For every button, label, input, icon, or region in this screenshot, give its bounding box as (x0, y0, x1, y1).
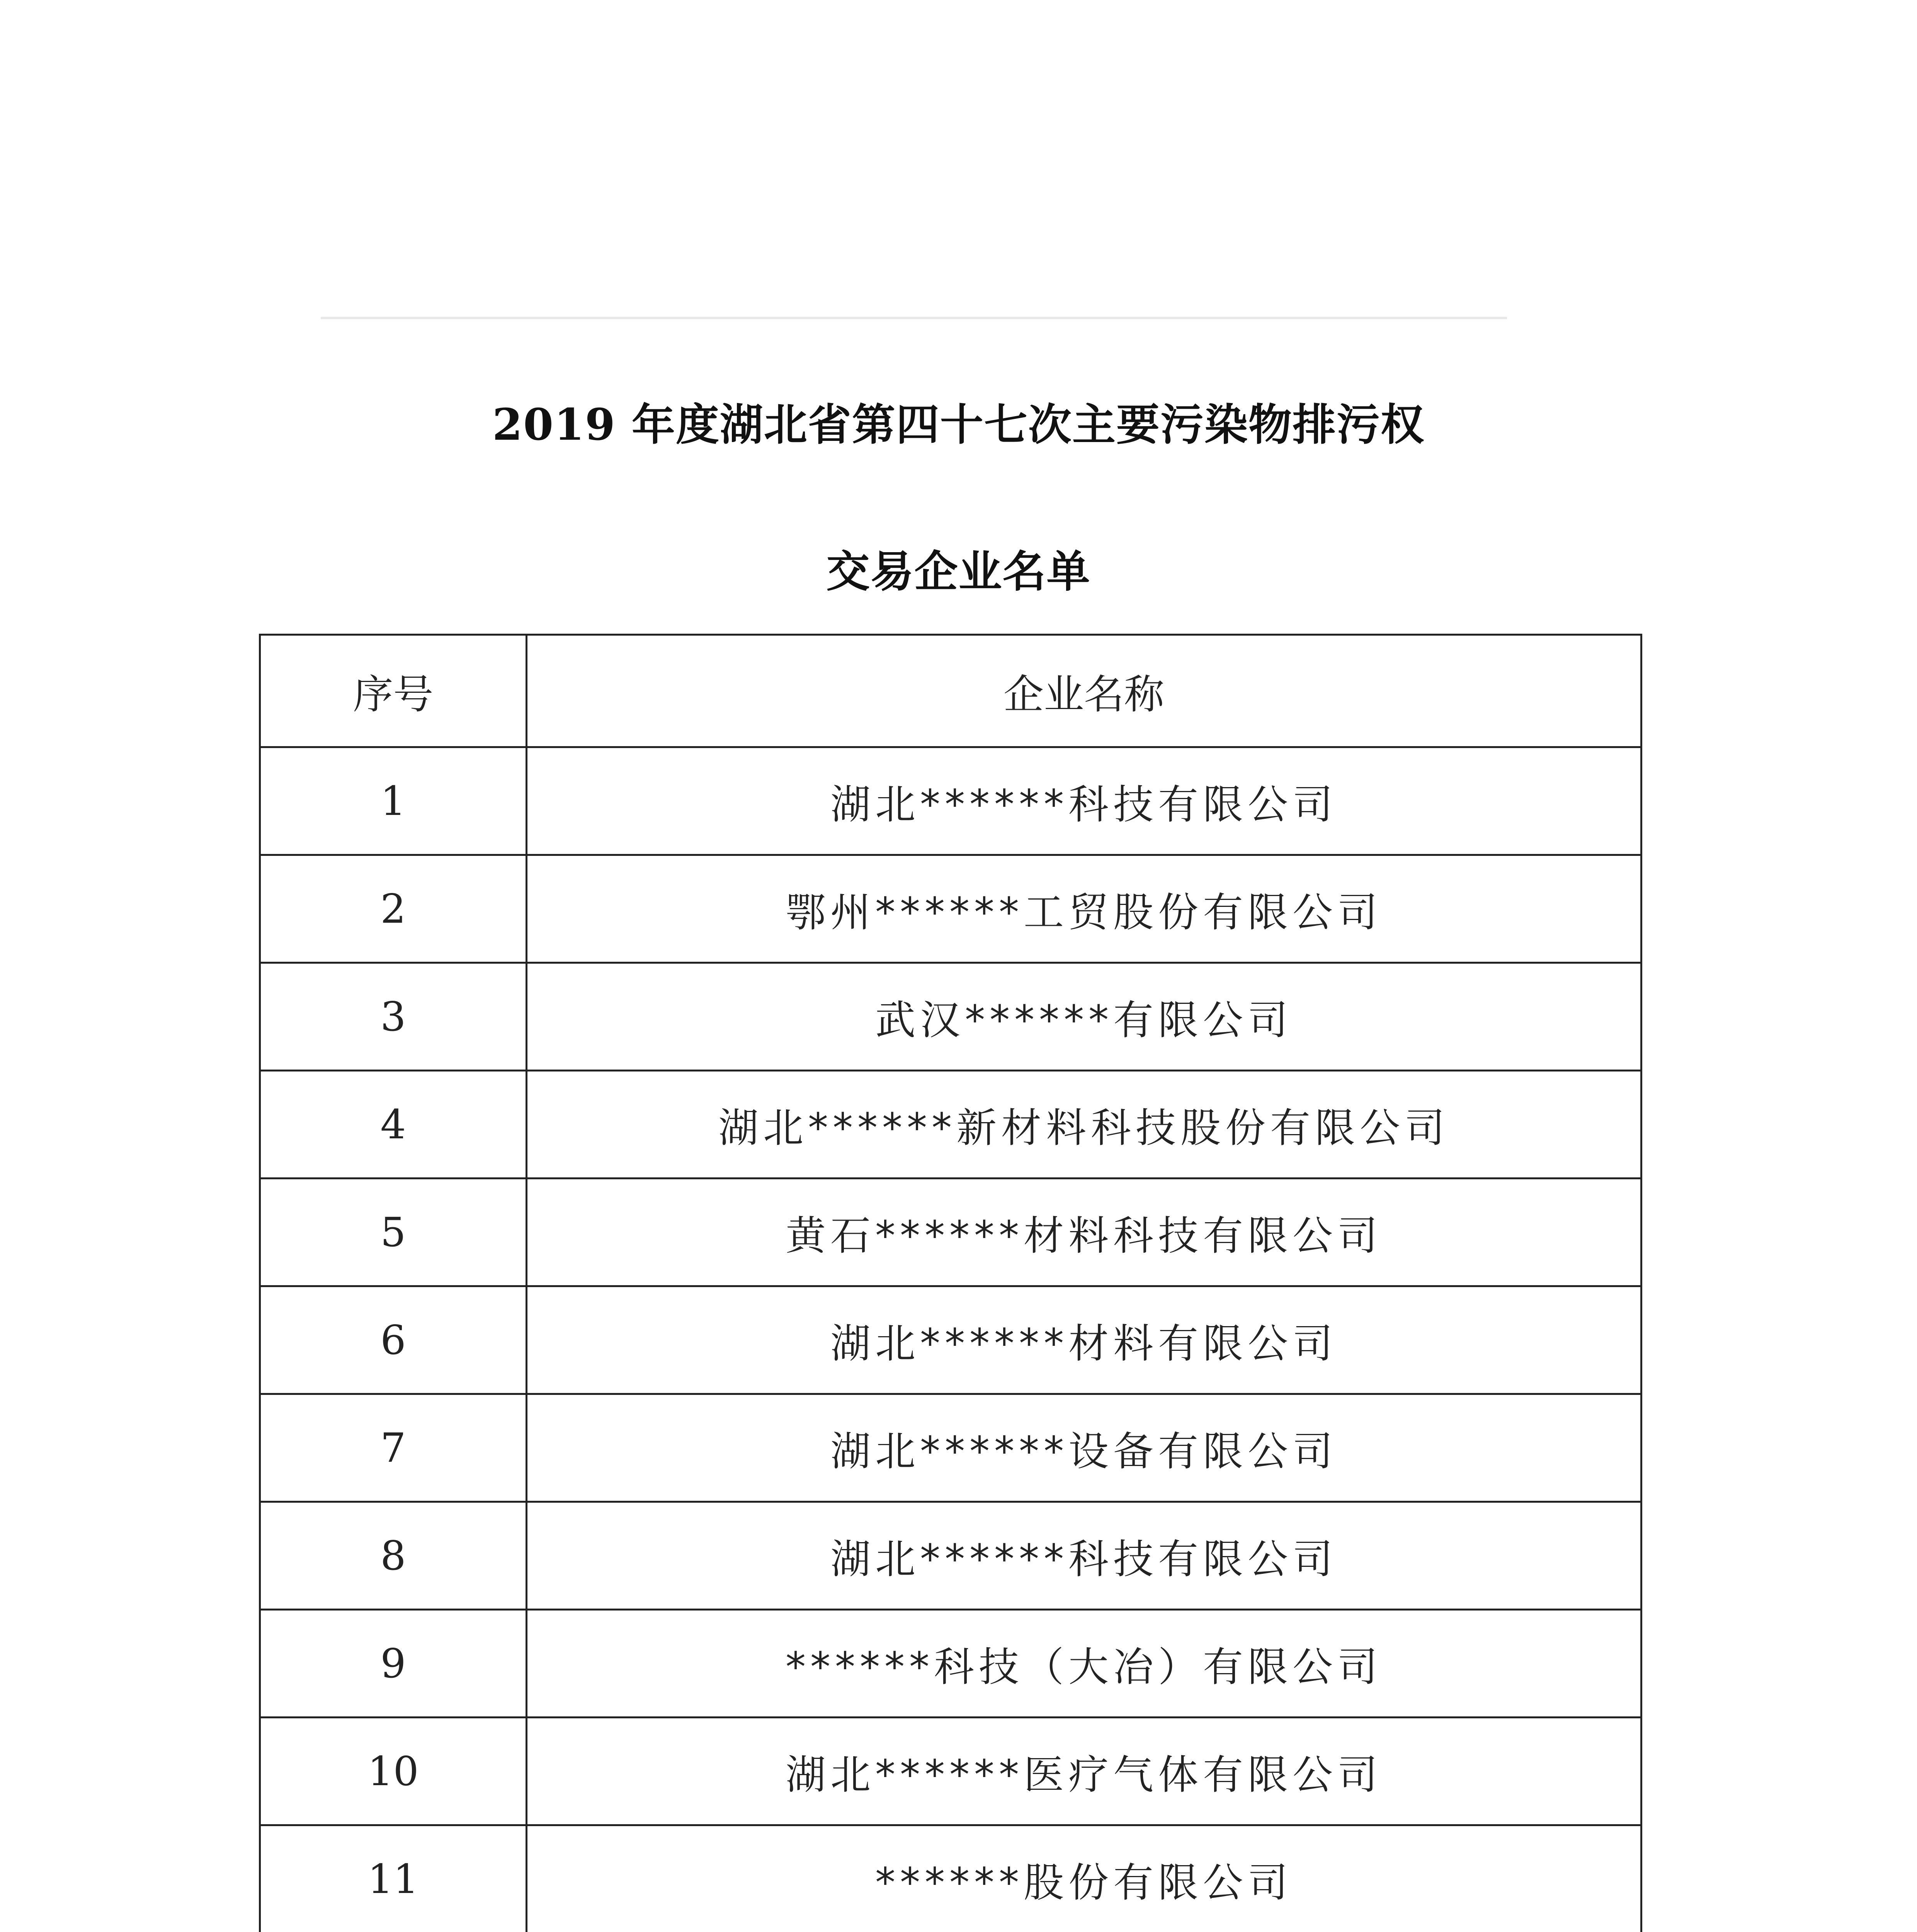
document-title-line-2: 交易企业名单 (826, 546, 1091, 597)
enterprise-table (259, 634, 1642, 1932)
row-number: 11 (260, 1825, 527, 1932)
enterprise-name: 湖北******新材料科技股份有限公司 (527, 1071, 1641, 1179)
enterprise-name: 湖北******医疗气体有限公司 (527, 1718, 1641, 1825)
enterprise-name: 湖北******科技有限公司 (527, 747, 1641, 855)
table-row (260, 1286, 1641, 1394)
row-number: 6 (260, 1286, 527, 1394)
document-title-line-1: 2019 年度湖北省第四十七次主要污染物排污权 (492, 400, 1425, 450)
enterprise-name: ******股份有限公司 (527, 1825, 1641, 1932)
row-number: 10 (260, 1718, 527, 1825)
row-number: 4 (260, 1071, 527, 1179)
enterprise-name: 鄂州******工贸股份有限公司 (527, 855, 1641, 963)
table-row (260, 1718, 1641, 1825)
header-enterprise-name: 企业名称 (527, 635, 1641, 747)
enterprise-name: 武汉******有限公司 (527, 963, 1641, 1071)
table-row (260, 747, 1641, 855)
table-header-row (260, 635, 1641, 747)
enterprise-name: 湖北******科技有限公司 (527, 1502, 1641, 1610)
table-row (260, 1825, 1641, 1932)
table-row (260, 1179, 1641, 1286)
table-row (260, 1502, 1641, 1610)
table-row (260, 1610, 1641, 1718)
table-row (260, 855, 1641, 963)
row-number: 9 (260, 1610, 527, 1718)
row-number: 2 (260, 855, 527, 963)
table-row (260, 1394, 1641, 1502)
row-number: 5 (260, 1179, 527, 1286)
header-serial-number: 序号 (260, 635, 527, 747)
enterprise-name: 湖北******设备有限公司 (527, 1394, 1641, 1502)
row-number: 8 (260, 1502, 527, 1610)
enterprise-name: ******科技（大冶）有限公司 (527, 1610, 1641, 1718)
row-number: 7 (260, 1394, 527, 1502)
enterprise-name: 黄石******材料科技有限公司 (527, 1179, 1641, 1286)
enterprise-name: 湖北******材料有限公司 (527, 1286, 1641, 1394)
table-row (260, 963, 1641, 1071)
bleed-through-line (321, 317, 1507, 319)
table-row (260, 1071, 1641, 1179)
row-number: 3 (260, 963, 527, 1071)
row-number: 1 (260, 747, 527, 855)
